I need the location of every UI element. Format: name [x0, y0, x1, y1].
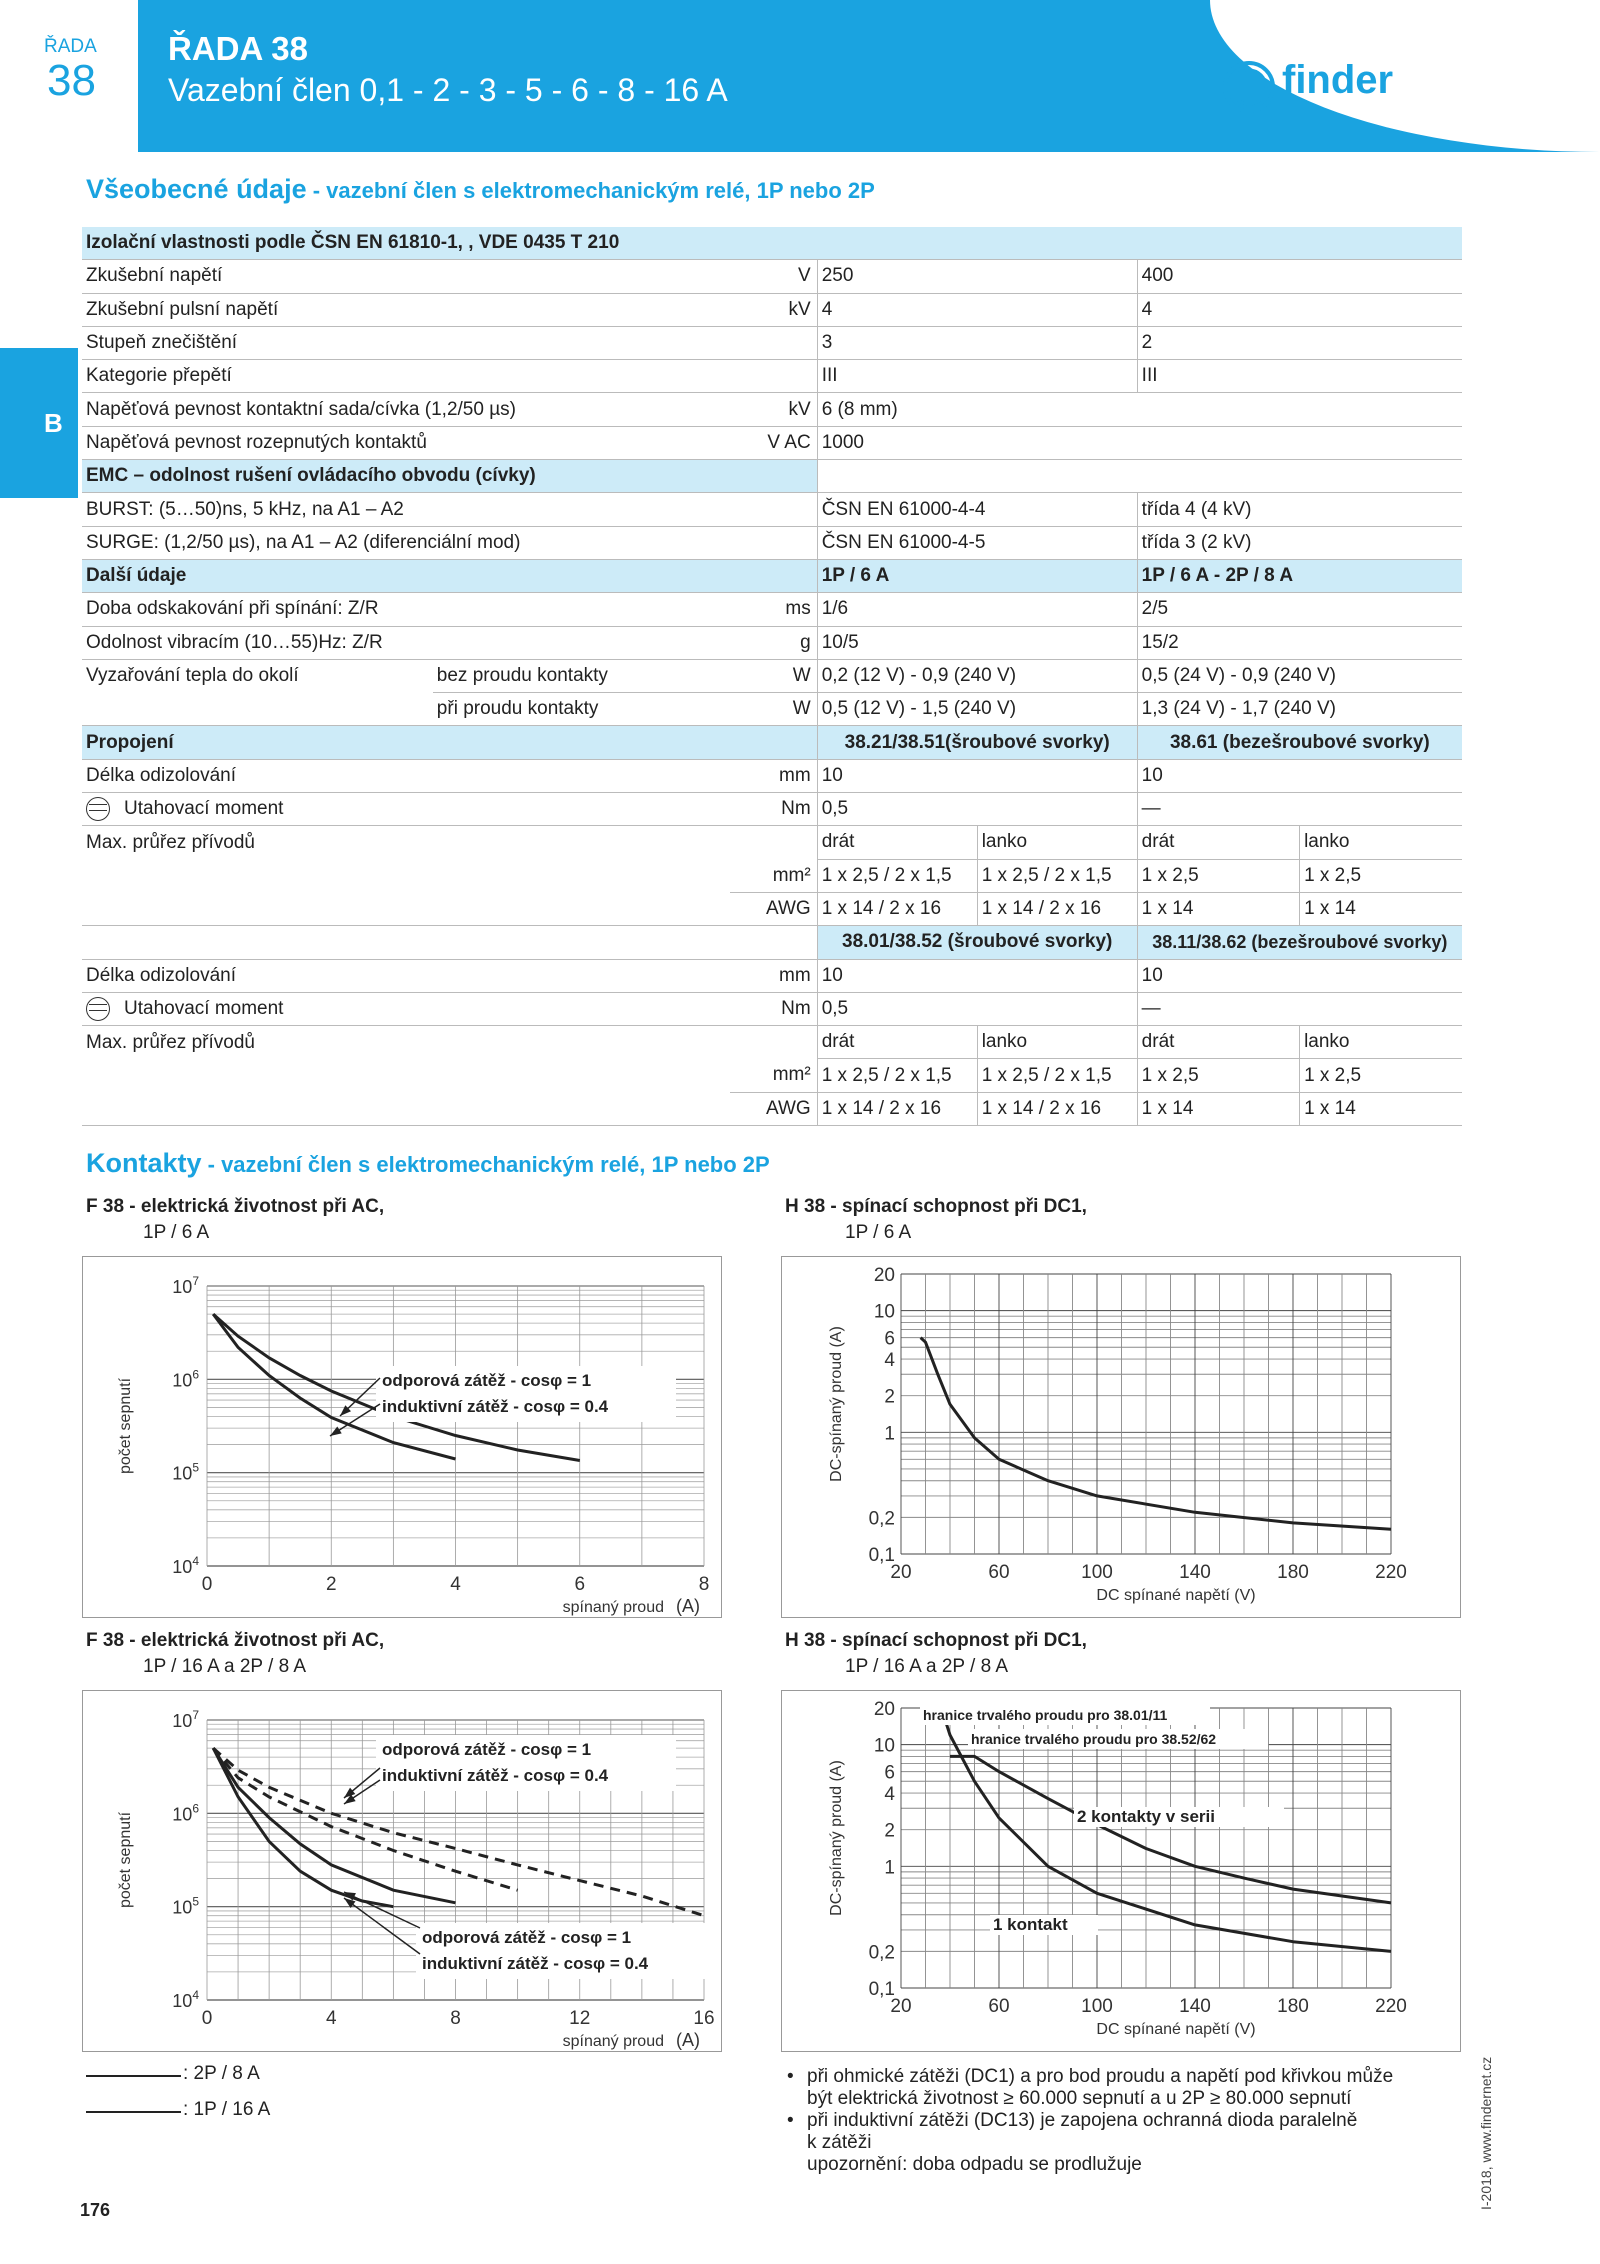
x-tick-label: 4: [325, 2008, 337, 2029]
cell: 1 x 2,5 / 2 x 1,5: [977, 1059, 1137, 1092]
cell: lanko: [977, 826, 1137, 859]
y-tick-label: 0,2: [868, 1508, 895, 1530]
table-row: [82, 559, 1462, 592]
row-label: Zkušební pulsní napětí: [82, 293, 730, 326]
cell: drát: [817, 1026, 977, 1059]
cell: 38.01/38.52 (šroubové svorky): [817, 926, 1137, 959]
h1-subtitle: 1P / 6 A: [845, 1222, 912, 1243]
row-label: Napěťová pevnost rozepnutých kontaktů: [82, 426, 730, 459]
row-label: Napěťová pevnost kontaktní sada/cívka (1,2/50 µs): [82, 393, 730, 426]
row-unit: V AC: [730, 426, 817, 459]
cell: 1 x 2,5 / 2 x 1,5: [977, 859, 1137, 892]
table-row: [82, 859, 1462, 892]
row-unit: mm²: [730, 1059, 817, 1092]
row-label: Zkušební napětí: [82, 260, 730, 293]
x-axis-label: spínaný proud: [562, 2033, 664, 2050]
y-tick-label: 10: [873, 1735, 895, 1757]
x-tick-label: 180: [1277, 1996, 1309, 2017]
row-unit: mm: [730, 759, 817, 792]
cell: 38.21/38.51(šroubové svorky): [817, 726, 1137, 759]
torque-label: Utahovací moment: [124, 997, 284, 1019]
table-row: [82, 493, 1462, 526]
y-axis-label: DC-spínaný proud (A): [828, 1760, 845, 1916]
x-tick-label: 2: [325, 1574, 337, 1595]
cell: 1 x 2,5: [1137, 859, 1299, 892]
table-row: [82, 326, 1462, 359]
row-label: [82, 793, 730, 826]
legend-line-2p: [86, 2075, 181, 2077]
table-row: [82, 460, 1462, 493]
bullet-icon: •: [787, 2066, 794, 2087]
row-sublabel: bez proudu kontakty: [433, 659, 730, 692]
row-label: [82, 992, 730, 1025]
cell: 15/2: [1137, 626, 1462, 659]
chart-f38-1p6a: [82, 1256, 722, 1618]
table-row: [82, 793, 1462, 826]
cell: 1 x 2,5 / 2 x 1,5: [817, 859, 977, 892]
note: [785, 2110, 1475, 2132]
cell: 1 x 14: [1300, 892, 1462, 925]
annotation-label: odporová zátěž - cosφ = 1: [422, 1928, 632, 1947]
y-tick-label: 20: [873, 1699, 895, 1720]
y-tick-label: 6: [884, 1328, 895, 1350]
row-unit: V: [730, 260, 817, 293]
annotation-label: induktivní zátěž - cosφ = 0.4: [382, 1766, 609, 1785]
row-label: Vyzařování tepla do okolí: [86, 665, 299, 687]
other-header: Další údaje: [82, 559, 817, 592]
cell: 250: [817, 260, 1137, 293]
annotation-label: hranice trvalého proudu pro 38.01/11: [923, 1707, 1168, 1723]
y-tick-label: $10^7$: [172, 1708, 199, 1731]
f2-subtitle: 1P / 16 A a 2P / 8 A: [143, 1656, 307, 1677]
note-text: k zátěži: [807, 2132, 872, 2153]
page-title: ŘADA 38: [168, 30, 308, 67]
cell: 2/5: [1137, 593, 1462, 626]
cell: drát: [1137, 1026, 1299, 1059]
row-unit: g: [730, 626, 817, 659]
legend-line-1p: [86, 2111, 181, 2113]
row-label: Stupeň znečištění: [82, 326, 730, 359]
general-title: Všeobecné údaje: [86, 174, 307, 204]
x-tick-label: 0: [201, 1574, 213, 1595]
table-row: [82, 1092, 1462, 1125]
row-label: Délka odizolování: [82, 959, 730, 992]
legend-1p: : 1P / 16 A: [183, 2099, 271, 2120]
torque-label: Utahovací moment: [124, 798, 284, 820]
x-tick-label: 20: [890, 1996, 912, 2017]
annotation-arrow: [344, 1892, 420, 1928]
x-axis-unit: (A): [676, 1596, 700, 1616]
row-unit: W: [730, 693, 817, 726]
cell: 1 x 14: [1137, 892, 1299, 925]
x-tick-label: 60: [988, 1562, 1010, 1583]
cell: lanko: [1300, 826, 1462, 859]
cell: 6 (8 mm): [817, 393, 1462, 426]
insulation-header: Izolační vlastnosti podle ČSN EN 61810-1, , VDE 0435 T 210: [82, 227, 1462, 260]
row-label: Max. průřez přívodů: [86, 831, 255, 853]
x-tick-label: 8: [698, 1574, 710, 1595]
note: [785, 2066, 1475, 2088]
cell: 4: [817, 293, 1137, 326]
annotation-label: 2 kontakty v serii: [1077, 1807, 1215, 1826]
row-label: Kategorie přepětí: [82, 360, 730, 393]
screw-icon: [86, 797, 110, 821]
series-line: [921, 1338, 1391, 1530]
cell: drát: [1137, 826, 1299, 859]
note-text: při ohmické zátěži (DC1) a pro bod proudu a napětí pod křivkou může: [807, 2066, 1394, 2087]
chart-h38-1p6a: [781, 1256, 1461, 1618]
y-tick-label: $10^7$: [172, 1274, 199, 1297]
note: [785, 2132, 1475, 2154]
row-unit: Nm: [730, 992, 817, 1025]
row-label: Odolnost vibracím (10…55)Hz: Z/R: [82, 626, 730, 659]
cell: 1 x 14 / 2 x 16: [977, 1092, 1137, 1125]
table-row: [82, 526, 1462, 559]
y-tick-label: 10: [873, 1301, 895, 1323]
note-text: při induktivní zátěži (DC13) je zapojena ochranná dioda paralelně: [807, 2110, 1358, 2131]
x-tick-label: 6: [574, 1574, 586, 1595]
table-row: [82, 693, 1462, 726]
h2-subtitle: 1P / 16 A a 2P / 8 A: [845, 1656, 1009, 1677]
cell: 0,5 (24 V) - 0,9 (240 V): [1137, 659, 1462, 692]
y-tick-label: 2: [884, 1386, 895, 1408]
cell: 1P / 6 A: [817, 559, 1137, 592]
f1-title: F 38 - elektrická životnost při AC,: [86, 1196, 385, 1217]
f2-title: F 38 - elektrická životnost při AC,: [86, 1630, 385, 1651]
row-label: Doba odskakování při spínání: Z/R: [82, 593, 730, 626]
chart-h38-16a: [781, 1690, 1461, 2052]
x-tick-label: 140: [1179, 1996, 1211, 2017]
cell: 1 x 14: [1300, 1092, 1462, 1125]
cell: 0,2 (12 V) - 0,9 (240 V): [817, 659, 1137, 692]
cell: ČSN EN 61000-4-4: [817, 493, 1137, 526]
table-row: [82, 926, 1462, 959]
chart-f38-16a: [82, 1690, 722, 2052]
table-row: [82, 227, 1462, 260]
x-tick-label: 60: [988, 1996, 1010, 2017]
side-copyright: I-2018, www.findernet.cz: [1478, 2056, 1494, 2210]
cell: 2: [1137, 326, 1462, 359]
y-tick-label: 4: [884, 1350, 895, 1372]
x-tick-label: 12: [569, 2008, 591, 2029]
row-unit: AWG: [730, 892, 817, 925]
y-tick-label: 1: [884, 1423, 895, 1445]
row-unit: mm²: [730, 859, 817, 892]
table-row: [82, 892, 1462, 925]
cell: 0,5 (12 V) - 1,5 (240 V): [817, 693, 1137, 726]
table-row: [82, 593, 1462, 626]
screw-icon: [86, 997, 110, 1021]
row-unit: W: [730, 659, 817, 692]
cell: III: [817, 360, 1137, 393]
h2-title: H 38 - spínací schopnost při DC1,: [785, 1630, 1087, 1651]
general-section-title: [86, 174, 875, 205]
section-tab: [0, 348, 78, 498]
row-unit: [730, 326, 817, 359]
y-tick-label: 6: [884, 1762, 895, 1784]
cell: 4: [1137, 293, 1462, 326]
row-label: Délka odizolování: [82, 759, 730, 792]
cell: 3: [817, 326, 1137, 359]
cell: 1 x 14 / 2 x 16: [817, 892, 977, 925]
section-tab-label: B: [44, 408, 63, 438]
cell: 10: [1137, 959, 1462, 992]
y-tick-label: 1: [884, 1857, 895, 1879]
cell: 1/6: [817, 593, 1137, 626]
h1-title: H 38 - spínací schopnost při DC1,: [785, 1196, 1087, 1217]
cell: 0,5: [817, 992, 1137, 1025]
cell: třída 4 (4 kV): [1137, 493, 1462, 526]
contacts-title: Kontakty: [86, 1148, 202, 1178]
cell: 38.11/38.62 (bezešroubové svorky): [1137, 926, 1462, 959]
logo-text: finder: [1282, 58, 1394, 102]
y-tick-label: $10^6$: [172, 1801, 199, 1825]
table-row: [82, 659, 1462, 692]
row-unit: [730, 360, 817, 393]
cell: 1 x 14: [1137, 1092, 1299, 1125]
annotation-label: hranice trvalého proudu pro 38.52/62: [971, 1731, 1217, 1747]
cell: 1 x 14 / 2 x 16: [817, 1092, 977, 1125]
y-tick-label: 20: [873, 1265, 895, 1286]
contacts-subtitle: - vazební člen s elektromechanickým relé, 1P nebo 2P: [201, 1152, 770, 1177]
y-tick-label: 0,2: [868, 1942, 895, 1964]
notes: [785, 2066, 1475, 2176]
cell: 400: [1137, 260, 1462, 293]
x-axis-label: DC spínané napětí (V): [1096, 1587, 1256, 1604]
y-axis-label: DC-spínaný proud (A): [828, 1326, 845, 1482]
annotation-label: induktivní zátěž - cosφ = 0.4: [382, 1397, 609, 1416]
annotation-label: induktivní zátěž - cosφ = 0.4: [422, 1954, 649, 1973]
y-tick-label: $10^5$: [172, 1894, 199, 1918]
x-tick-label: 180: [1277, 1562, 1309, 1583]
series-label: ŘADA: [44, 36, 97, 57]
cell: —: [1137, 992, 1462, 1025]
x-axis-label: DC spínané napětí (V): [1096, 2021, 1256, 2038]
cell: 1 x 14 / 2 x 16: [977, 892, 1137, 925]
cell: 10: [817, 759, 1137, 792]
cell: 1,3 (24 V) - 1,7 (240 V): [1137, 693, 1462, 726]
y-tick-label: 0,1: [868, 1545, 895, 1566]
table-row: [82, 626, 1462, 659]
y-tick-label: 0,1: [868, 1979, 895, 2000]
cell: třída 3 (2 kV): [1137, 526, 1462, 559]
table-row: [82, 1026, 1462, 1059]
row-unit: mm: [730, 959, 817, 992]
cell: 1 x 2,5: [1137, 1059, 1299, 1092]
y-axis-label: počet sepnutí: [117, 1811, 134, 1909]
annotation-label: 1 kontakt: [993, 1915, 1068, 1934]
x-tick-label: 220: [1375, 1562, 1407, 1583]
y-tick-label: $10^4$: [172, 1554, 199, 1577]
row-unit: kV: [730, 293, 817, 326]
x-tick-label: 100: [1081, 1562, 1113, 1583]
cell: 10/5: [817, 626, 1137, 659]
note: [785, 2088, 1475, 2110]
general-subtitle: - vazební člen s elektromechanickým relé, 1P nebo 2P: [306, 178, 875, 203]
conn-header: Propojení: [82, 726, 817, 759]
table-row: [82, 826, 1462, 859]
cell: III: [1137, 360, 1462, 393]
table-row: [82, 393, 1462, 426]
bullet-icon: •: [787, 2110, 794, 2131]
cell: 38.61 (bezešroubové svorky): [1137, 726, 1462, 759]
cell: drát: [817, 826, 977, 859]
page-subtitle: Vazební člen 0,1 - 2 - 3 - 5 - 6 - 8 - 16 A: [168, 72, 728, 108]
table-row: [82, 959, 1462, 992]
x-tick-label: 220: [1375, 1996, 1407, 2017]
cell: ČSN EN 61000-4-5: [817, 526, 1137, 559]
series-number: 38: [47, 56, 96, 105]
row-label: SURGE: (1,2/50 µs), na A1 – A2 (diferenciální mod): [82, 526, 817, 559]
table-row: [82, 992, 1462, 1025]
x-tick-label: 0: [201, 2008, 213, 2029]
cell: 1 x 2,5 / 2 x 1,5: [817, 1059, 977, 1092]
y-tick-label: $10^6$: [172, 1367, 199, 1391]
table-row: [82, 293, 1462, 326]
y-tick-label: 4: [884, 1784, 895, 1806]
x-tick-label: 4: [450, 1574, 461, 1595]
note: [785, 2154, 1475, 2176]
row-sublabel: při proudu kontakty: [433, 693, 730, 726]
legend-2p: : 2P / 8 A: [183, 2063, 260, 2084]
cell: 1 x 2,5: [1300, 1059, 1462, 1092]
f1-subtitle: 1P / 6 A: [143, 1222, 210, 1243]
page-number: 176: [80, 2200, 111, 2220]
y-tick-label: $10^4$: [172, 1988, 199, 2011]
contacts-section-title: [86, 1148, 770, 1179]
emc-header: EMC – odolnost rušení ovládacího obvodu (cívky): [82, 460, 817, 493]
row-unit: ms: [730, 593, 817, 626]
cell: 1000: [817, 426, 1462, 459]
cell: lanko: [1300, 1026, 1462, 1059]
table-row: [82, 360, 1462, 393]
table-row: [82, 726, 1462, 759]
cell: lanko: [977, 1026, 1137, 1059]
cell: 0,5: [817, 793, 1137, 826]
row-unit: Nm: [730, 793, 817, 826]
row-label: Max. průřez přívodů: [86, 1031, 255, 1053]
cell: 10: [1137, 759, 1462, 792]
annotation-label: odporová zátěž - cosφ = 1: [382, 1740, 592, 1759]
y-tick-label: $10^5$: [172, 1460, 199, 1484]
table-row: [82, 260, 1462, 293]
x-tick-label: 140: [1179, 1562, 1211, 1583]
y-tick-label: 2: [884, 1820, 895, 1842]
cell: 1P / 6 A - 2P / 8 A: [1137, 559, 1462, 592]
cell: 10: [817, 959, 1137, 992]
note-text: být elektrická životnost ≥ 60.000 sepnutí a u 2P ≥ 80.000 sepnutí: [807, 2088, 1352, 2109]
x-tick-label: 100: [1081, 1996, 1113, 2017]
finder-logo-icon: [1222, 60, 1276, 114]
cell: 1 x 2,5: [1300, 859, 1462, 892]
x-tick-label: 16: [693, 2008, 715, 2029]
row-label: BURST: (5…50)ns, 5 kHz, na A1 – A2: [82, 493, 817, 526]
x-axis-unit: (A): [676, 2030, 700, 2050]
spec-table: [82, 227, 1462, 1126]
y-axis-label: počet sepnutí: [117, 1377, 134, 1475]
table-row: [82, 426, 1462, 459]
cell: —: [1137, 793, 1462, 826]
row-unit: kV: [730, 393, 817, 426]
x-tick-label: 8: [450, 2008, 461, 2029]
table-row: [82, 759, 1462, 792]
row-unit: AWG: [730, 1092, 817, 1125]
x-axis-label: spínaný proud: [562, 1599, 664, 1616]
table-row: [82, 1059, 1462, 1092]
note-text: upozornění: doba odpadu se prodlužuje: [807, 2154, 1142, 2175]
x-tick-label: 20: [890, 1562, 912, 1583]
annotation-label: odporová zátěž - cosφ = 1: [382, 1371, 592, 1390]
